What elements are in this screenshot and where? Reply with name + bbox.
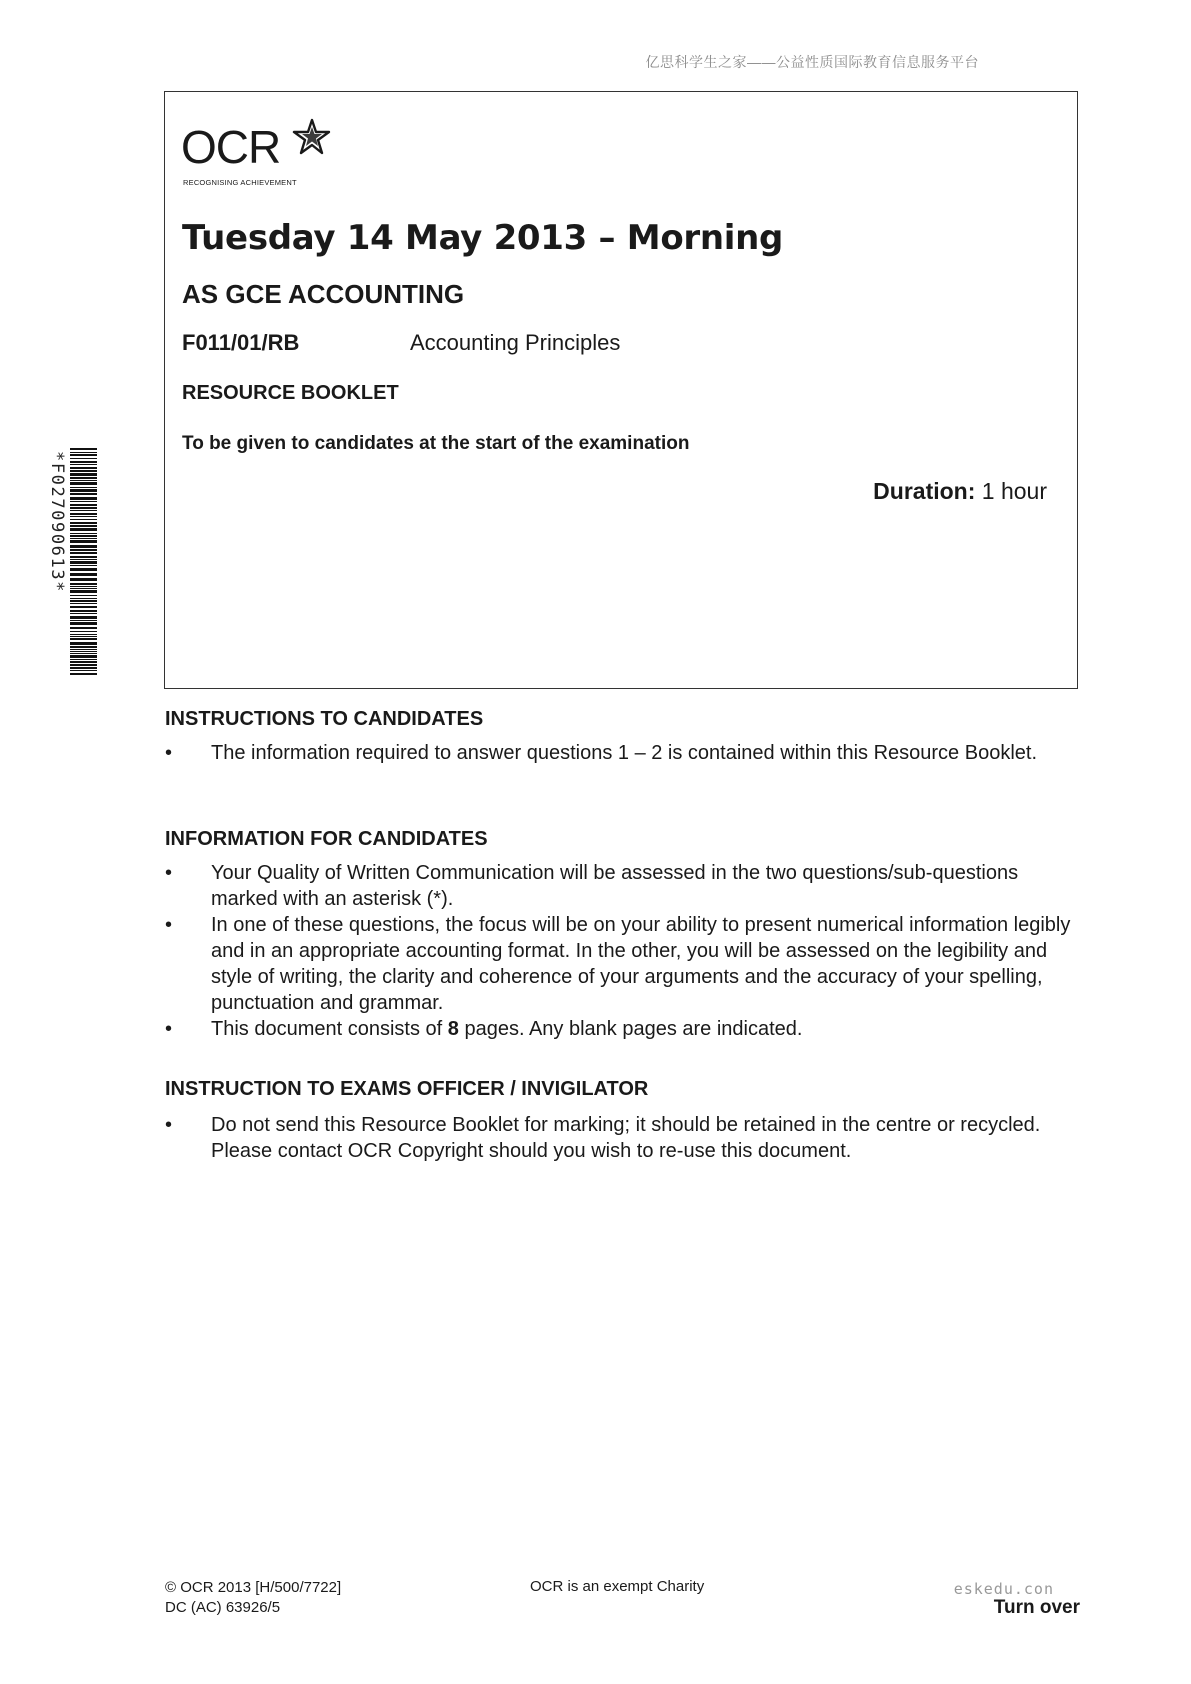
turn-over-label: Turn over (993, 1597, 1080, 1618)
barcode-text: *F027090613* (47, 451, 67, 594)
bullet-icon: • (165, 914, 173, 936)
footer-copyright (165, 1578, 341, 1618)
top-watermark: 亿思科学生之家——公益性质国际教育信息服务平台 (645, 54, 979, 70)
charity-note: OCR is an exempt Charity (530, 1578, 705, 1595)
list-item: • In one of these questions, the focus will be on your ability to present numerical information legibly and in an appropriate accounting format. In the other, you will be assessed on the legibility and style of writing, the clarity and coherence of your arguments and the accuracy of your spelling, punctuation and grammar. (165, 914, 1071, 1014)
logo-word: OCR (181, 121, 281, 173)
information-list (165, 860, 1085, 1042)
bullet-icon: • (165, 1018, 173, 1040)
officer-list (165, 1112, 1085, 1164)
star-icon (288, 118, 332, 156)
duration-value: 1 hour (981, 478, 1047, 504)
paper-code: F011/01/RB (182, 330, 300, 355)
duration (873, 478, 1047, 505)
bullet-icon: • (165, 862, 173, 884)
list-item: • This document consists of 8 pages. Any blank pages are indicated. (165, 1018, 803, 1040)
instructions-heading: INSTRUCTIONS TO CANDIDATES (165, 708, 484, 730)
list-item: • Do not send this Resource Booklet for marking; it should be retained in the centre or recycled. Please contact OCR Copyright should you wish to re-use this document. (165, 1114, 1041, 1162)
list-item: • The information required to answer questions 1 – 2 is contained within this Resource Booklet. (165, 742, 1038, 764)
instructions-list (165, 740, 1085, 766)
footer-watermark: eskedu.con (953, 1580, 1054, 1598)
page-count: 8 (447, 1018, 459, 1040)
barcode (46, 448, 98, 678)
ocr-logo (181, 118, 341, 188)
unit-title: Accounting Principles (410, 330, 621, 355)
exam-date-title: Tuesday 14 May 2013 – Morning (182, 218, 784, 258)
officer-heading: INSTRUCTION TO EXAMS OFFICER / INVIGILATOR (165, 1078, 649, 1100)
copyright-line: © OCR 2013 [H/500/7722] (165, 1579, 342, 1596)
distribution-note: To be given to candidates at the start of the examination (182, 433, 690, 454)
dc-code: DC (AC) 63926/5 (165, 1599, 281, 1616)
bullet-icon: • (165, 1114, 173, 1136)
resource-booklet-label: RESOURCE BOOKLET (182, 382, 399, 404)
subject-heading: AS GCE ACCOUNTING (182, 279, 465, 309)
bullet-icon: • (165, 742, 173, 764)
logo-tagline: RECOGNISING ACHIEVEMENT (183, 178, 297, 187)
information-heading: INFORMATION FOR CANDIDATES (165, 828, 488, 850)
list-item: • Your Quality of Written Communication will be assessed in the two questions/sub-questions marked with an asterisk (*). (165, 862, 1019, 910)
duration-label: Duration: (873, 478, 976, 504)
